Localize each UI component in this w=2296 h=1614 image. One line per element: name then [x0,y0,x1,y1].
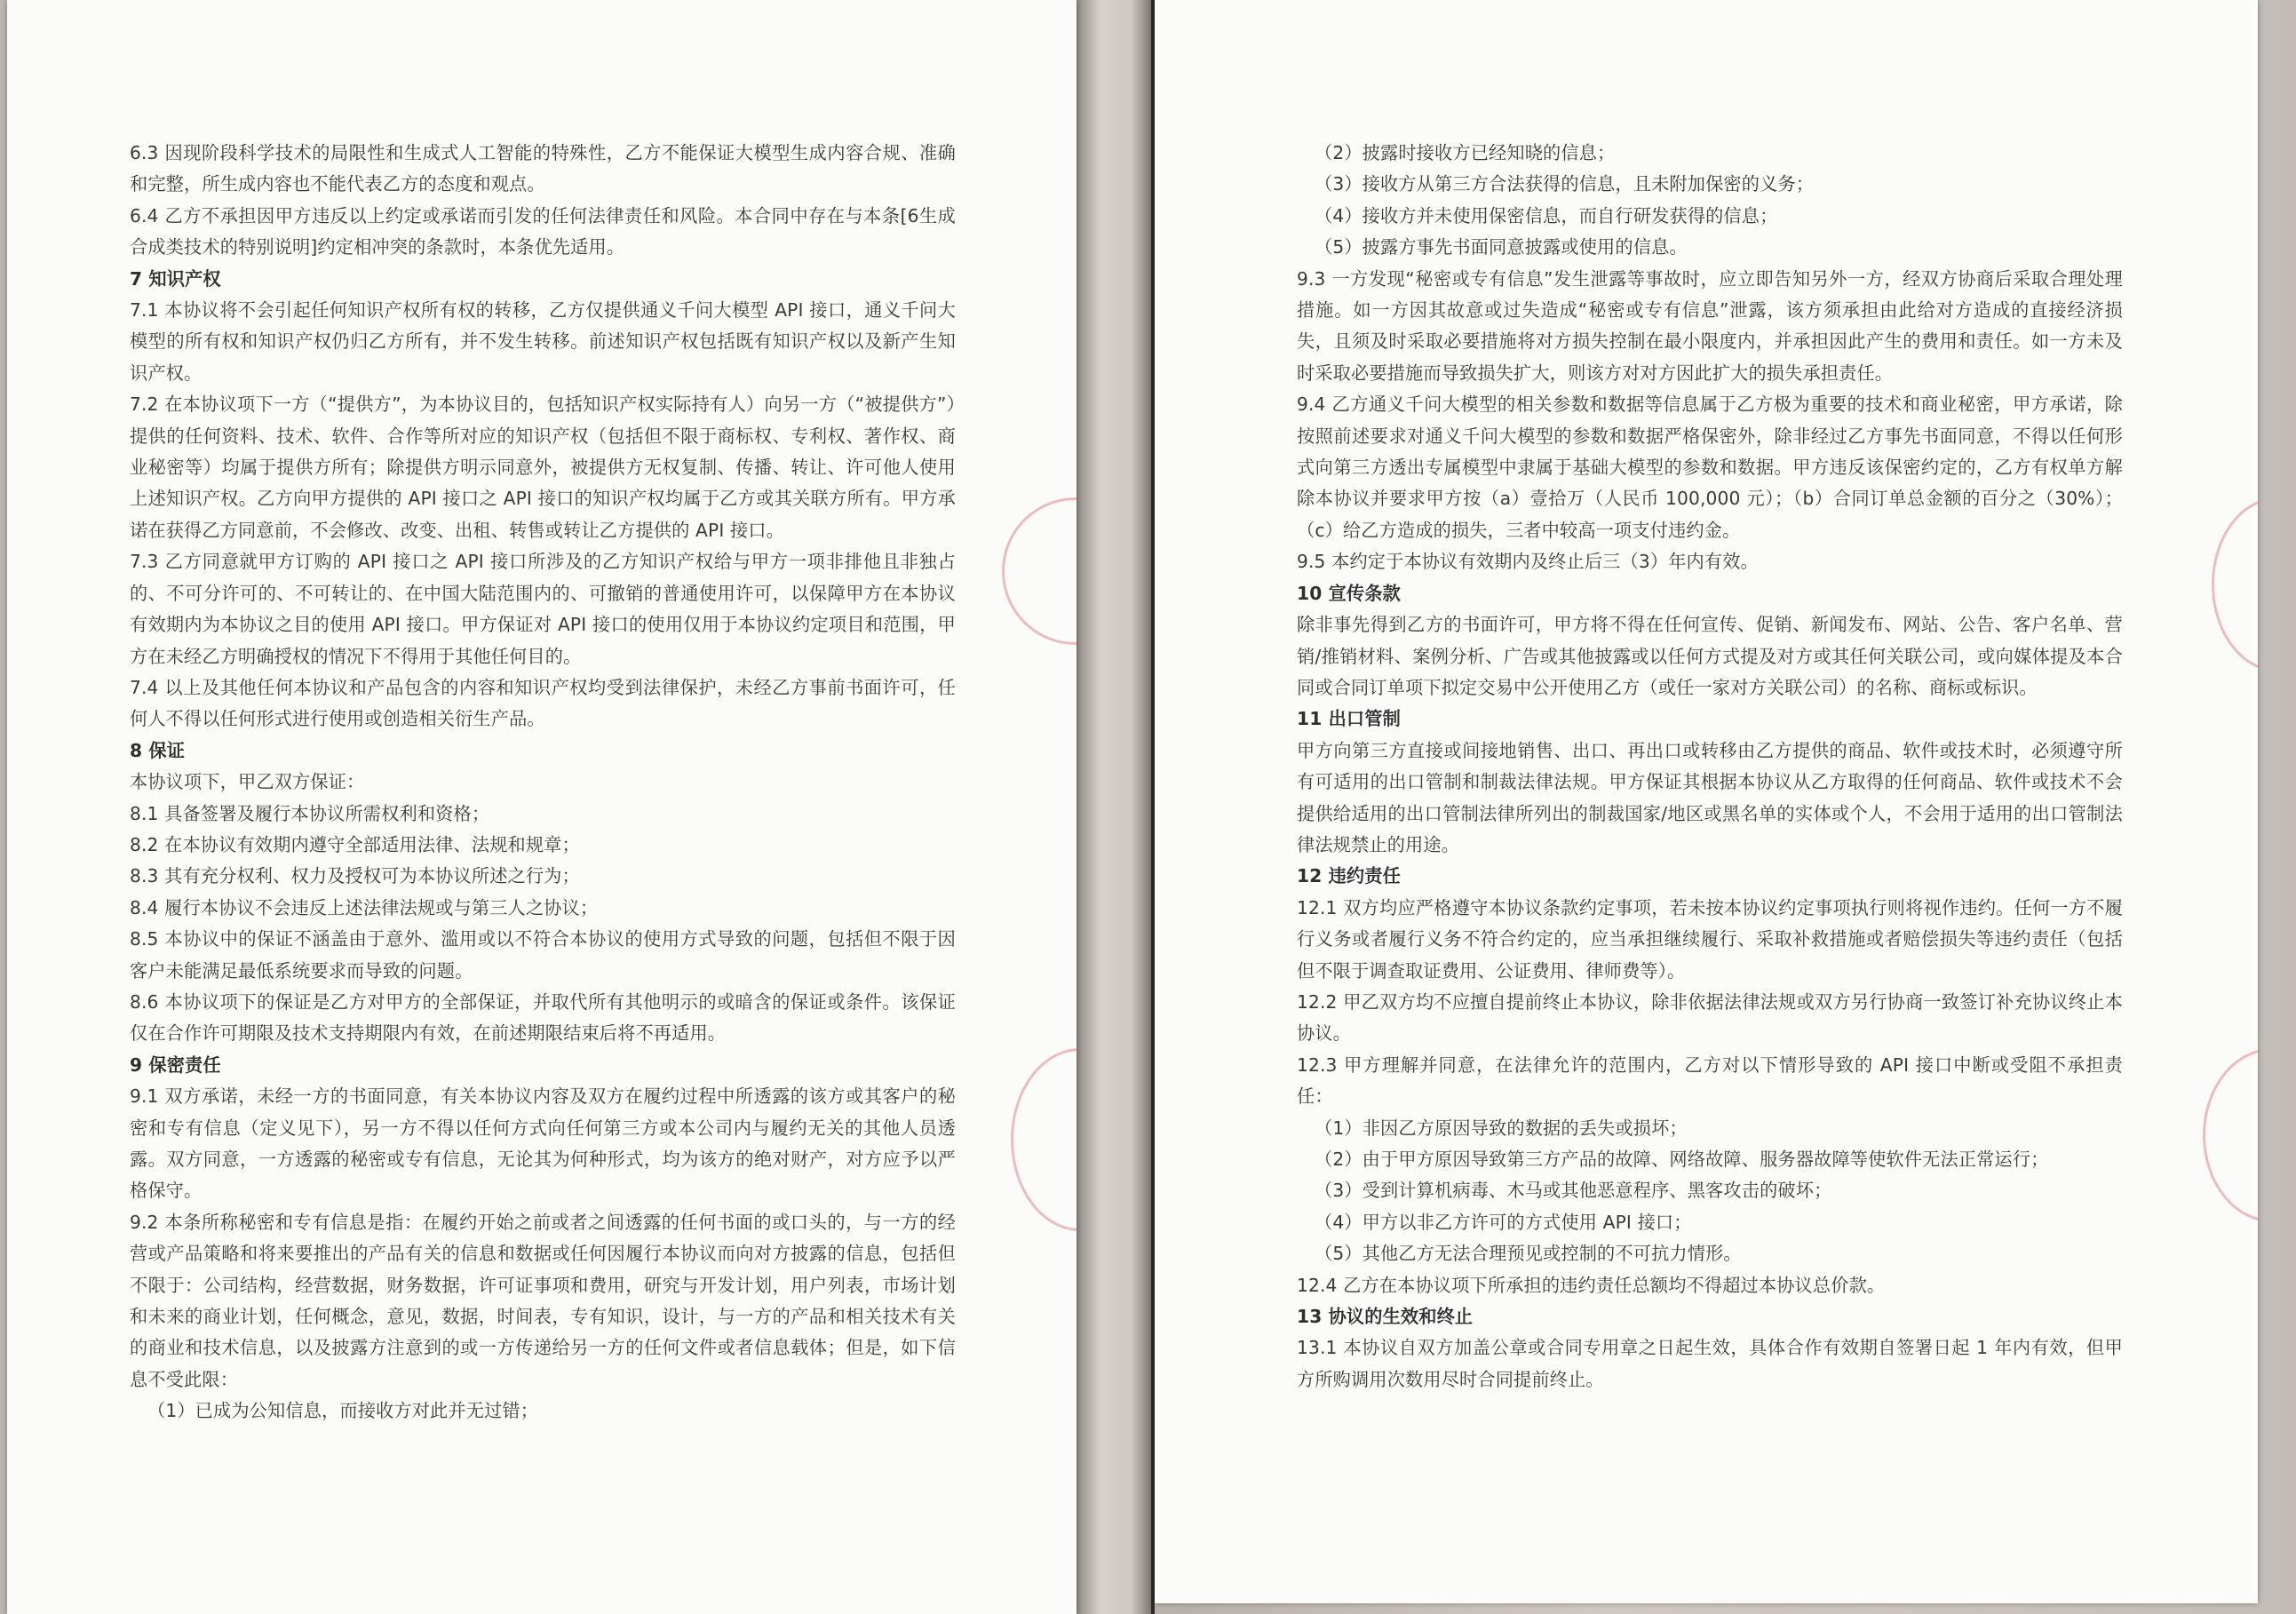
clause-paragraph: 7.2 在本协议项下一方（“提供方”，为本协议目的，包括知识产权实际持有人）向另一方（“被提供方”）提供的任何资料、技术、软件、合作等所对应的知识产权（包括但不限于商标权、专利权、著作权、商业秘密等）均属于提供方所有；除提供方明示同意外，被提供方无权复制、传播、转让、许可他人使用上述知识产权。乙方向甲方提供的 API 接口之 API 接口的知识产权均属于乙方或其关联方所有。甲方承诺在获得乙方同意前，不会修改、改变、出租、转售或转让乙方提供的 API 接口。 [130,394,956,541]
list-item: （1）已成为公知信息，而接收方对此并无过错； [147,1400,539,1422]
clause-paragraph: 本协议项下，甲乙双方保证： [130,771,365,793]
page-left-text [130,138,956,1427]
clause-paragraph: 7.4 以上及其他任何本协议和产品包含的内容和知识产权均受到法律保护，未经乙方事前书面许可，任何人不得以任何形式进行使用或创造相关衍生产品。 [130,676,956,730]
clause-paragraph: 9.1 双方承诺，未经一方的书面同意，有关本协议内容及双方在履约过程中所透露的该方或其客户的秘密和专有信息（定义见下），另一方不得以任何方式向任何第三方或本公司内与履约无关的其他人员透露。双方同意，一方透露的秘密或专有信息，无论其为何种形式，均为该方的绝对财产，对方应予以严格保守。 [130,1085,956,1202]
list-item: （5）其他乙方无法合理预见或控制的不可抗力情形。 [1315,1243,1742,1265]
list-item: （5）披露方事先书面同意披露或使用的信息。 [1315,236,1688,258]
list-item: （2）披露时接收方已经知晓的信息； [1315,142,1616,163]
clause-paragraph: 8.2 在本协议有效期内遵守全部适用法律、法规和规章； [130,833,580,855]
list-item: （4）接收方并未使用保密信息，而自行研发获得的信息； [1315,204,1778,227]
seal-impression [2212,497,2258,672]
section-heading: 8 保证 [130,739,186,761]
seal-impression [2203,1048,2258,1222]
list-item: （4）甲方以非乙方许可的方式使用 API 接口； [1315,1211,1692,1233]
list-item: （1）非因乙方原因导致的数据的丢失或损坏； [1315,1117,1688,1139]
section-heading: 11 出口管制 [1297,708,1401,730]
clause-paragraph: 9.4 乙方通义千问大模型的相关参数和数据等信息属于乙方极为重要的技术和商业秘密，甲方承诺，除按照前述要求对通义千问大模型的参数和数据严格保密外，除非经过乙方事先书面同意，不得以任何形式向第三方透出专属模型中隶属于基础大模型的参数和数据。甲方违反该保密约定的，乙方有权单方解除本协议并要求甲方按（a）壹拾万（人民币 100,000 元）；（b）合同订单总金额的百分之（30%）；（c）给乙方造成的损失，三者中较高一项支付违约金。 [1297,394,2123,541]
contract-page-left [7,0,1076,1614]
clause-paragraph: 7.3 乙方同意就甲方订购的 API 接口之 API 接口所涉及的乙方知识产权给与甲方一项非排他且非独占的、不可分许可的、不可转让的、在中国大陆范围内的、可撤销的普通使用许可，以保障甲方在本协议有效期内为本协议之目的使用 API 接口。甲方保证对 API 接口的使用仅用于本协议约定项目和范围，甲方在未经乙方明确授权的情况下不得用于其他任何目的。 [130,551,956,667]
clause-paragraph: 12.3 甲方理解并同意，在法律允许的范围内，乙方对以下情形导致的 API 接口中断或受阻不承担责任： [1297,1053,2123,1108]
section-heading: 7 知识产权 [130,267,221,290]
section-heading: 13 协议的生效和终止 [1297,1306,1474,1328]
clause-paragraph: 9.3 一方发现“秘密或专有信息”发生泄露等事故时，应立即告知另外一方，经双方协商后采取合理处理措施。如一方因其故意或过失造成“秘密或专有信息”泄露，该方须承担由此给对方造成的直接经济损失，且须及时采取必要措施将对方损失控制在最小限度内，并承担因此产生的费用和责任。如一方未及时采取必要措施而导致损失扩大，则该方对对方因此扩大的损失承担责任。 [1297,267,2123,384]
contract-page-right [1155,0,2258,1603]
page-right-text [1297,138,2123,1395]
clause-paragraph: 7.1 本协议将不会引起任何知识产权所有权的转移，乙方仅提供通义千问大模型 API 接口，通义千问大模型的所有权和知识产权仍归乙方所有，并不发生转移。前述知识产权包括既有知识产权以及新产生知识产权。 [130,299,956,384]
clause-paragraph: 9.2 本条所称秘密和专有信息是指：在履约开始之前或者之间透露的任何书面的或口头的，与一方的经营或产品策略和将来要推出的产品有关的信息和数据或任何因履行本协议而向对方披露的信息，包括但不限于：公司结构，经营数据，财务数据，许可证事项和费用，研究与开发计划，用户列表，市场计划和未来的商业计划，任何概念，意见，数据，时间表，专有知识，设计，与一方的产品和相关技术有关的商业和技术信息，以及披露方注意到的或一方传递给另一方的任何文件或者信息载体；但是，如下信息不受此限： [130,1211,956,1390]
clause-paragraph: 6.4 乙方不承担因甲方违反以上约定或承诺而引发的任何法律责任和风险。本合同中存在与本条[6生成合成类技术的特别说明]约定相冲突的条款时，本条优先适用。 [130,204,956,258]
seal-impression [1002,497,1076,645]
section-heading: 12 违约责任 [1297,865,1401,887]
clause-paragraph: 8.3 其有充分权利、权力及授权可为本协议所述之行为； [130,865,580,887]
section-heading: 9 保密责任 [130,1053,221,1076]
list-item: （3）受到计算机病毒、木马或其他恶意程序、黑客攻击的破坏； [1315,1180,1832,1202]
seal-impression [1011,1048,1076,1231]
list-item: （2）由于甲方原因导致第三方产品的故障、网络故障、服务器故障等使软件无法正常运行； [1315,1149,2049,1170]
clause-paragraph: 13.1 本协议自双方加盖公章或合同专用章之日起生效，具体合作有效期自签署日起 1 年内有效，但甲方所购调用次数用尽时合同提前终止。 [1297,1337,2123,1390]
clause-paragraph: 12.1 双方均应严格遵守本协议条款约定事项，若未按本协议约定事项执行则将视作违约。任何一方不履行义务或者履行义务不符合约定的，应当承担继续履行、采取补救措施或者赔偿损失等违约责任（包括但不限于调查取证费用、公证费用、律师费等）。 [1297,896,2123,982]
clause-paragraph: 8.4 履行本协议不会违反上述法律法规或与第三人之协议； [130,896,599,918]
list-item: （3）接收方从第三方合法获得的信息，且未附加保密的义务； [1315,173,1815,195]
section-heading: 10 宣传条款 [1297,582,1401,604]
clause-paragraph: 12.4 乙方在本协议项下所承担的违约责任总额均不得超过本协议总价款。 [1297,1274,1886,1296]
clause-paragraph: 除非事先得到乙方的书面许可，甲方将不得在任何宣传、促销、新闻发布、网站、公告、客户名单、营销/推销材料、案例分析、广告或其他披露或以任何方式提及对方或其任何关联公司，或向媒体提及本合同或合同订单项下拟定交易中公开使用乙方（或任一家对方关联公司）的名称、商标或标识。 [1297,614,2123,698]
clause-paragraph: 8.6 本协议项下的保证是乙方对甲方的全部保证，并取代所有其他明示的或暗含的保证或条件。该保证仅在合作许可期限及技术支持期限内有效，在前述期限结束后将不再适用。 [130,990,956,1045]
clause-paragraph: 9.5 本约定于本协议有效期内及终止后三（3）年内有效。 [1297,551,1759,573]
clause-paragraph: 8.1 具备签署及履行本协议所需权利和资格； [130,802,490,824]
page-gap [1076,0,1155,1614]
clause-paragraph: 12.2 甲乙双方均不应擅自提前终止本协议，除非依据法律法规或双方另行协商一致签订补充协议终止本协议。 [1297,990,2123,1045]
clause-paragraph: 6.3 因现阶段科学技术的局限性和生成式人工智能的特殊性，乙方不能保证大模型生成内容合规、准确和完整，所生成内容也不能代表乙方的态度和观点。 [130,142,956,195]
clause-paragraph: 8.5 本协议中的保证不涵盖由于意外、滥用或以不符合本协议的使用方式导致的问题，包括但不限于因客户未能满足最低系统要求而导致的问题。 [130,928,956,982]
clause-paragraph: 甲方向第三方直接或间接地销售、出口、再出口或转移由乙方提供的商品、软件或技术时，必须遵守所有可适用的出口管制和制裁法律法规。甲方保证其根据本协议从乙方取得的任何商品、软件或技术不会提供给适用的出口管制法律所列出的制裁国家/地区或黑名单的实体或个人，不会用于适用的出口管制法律法规禁止的用途。 [1297,739,2123,855]
